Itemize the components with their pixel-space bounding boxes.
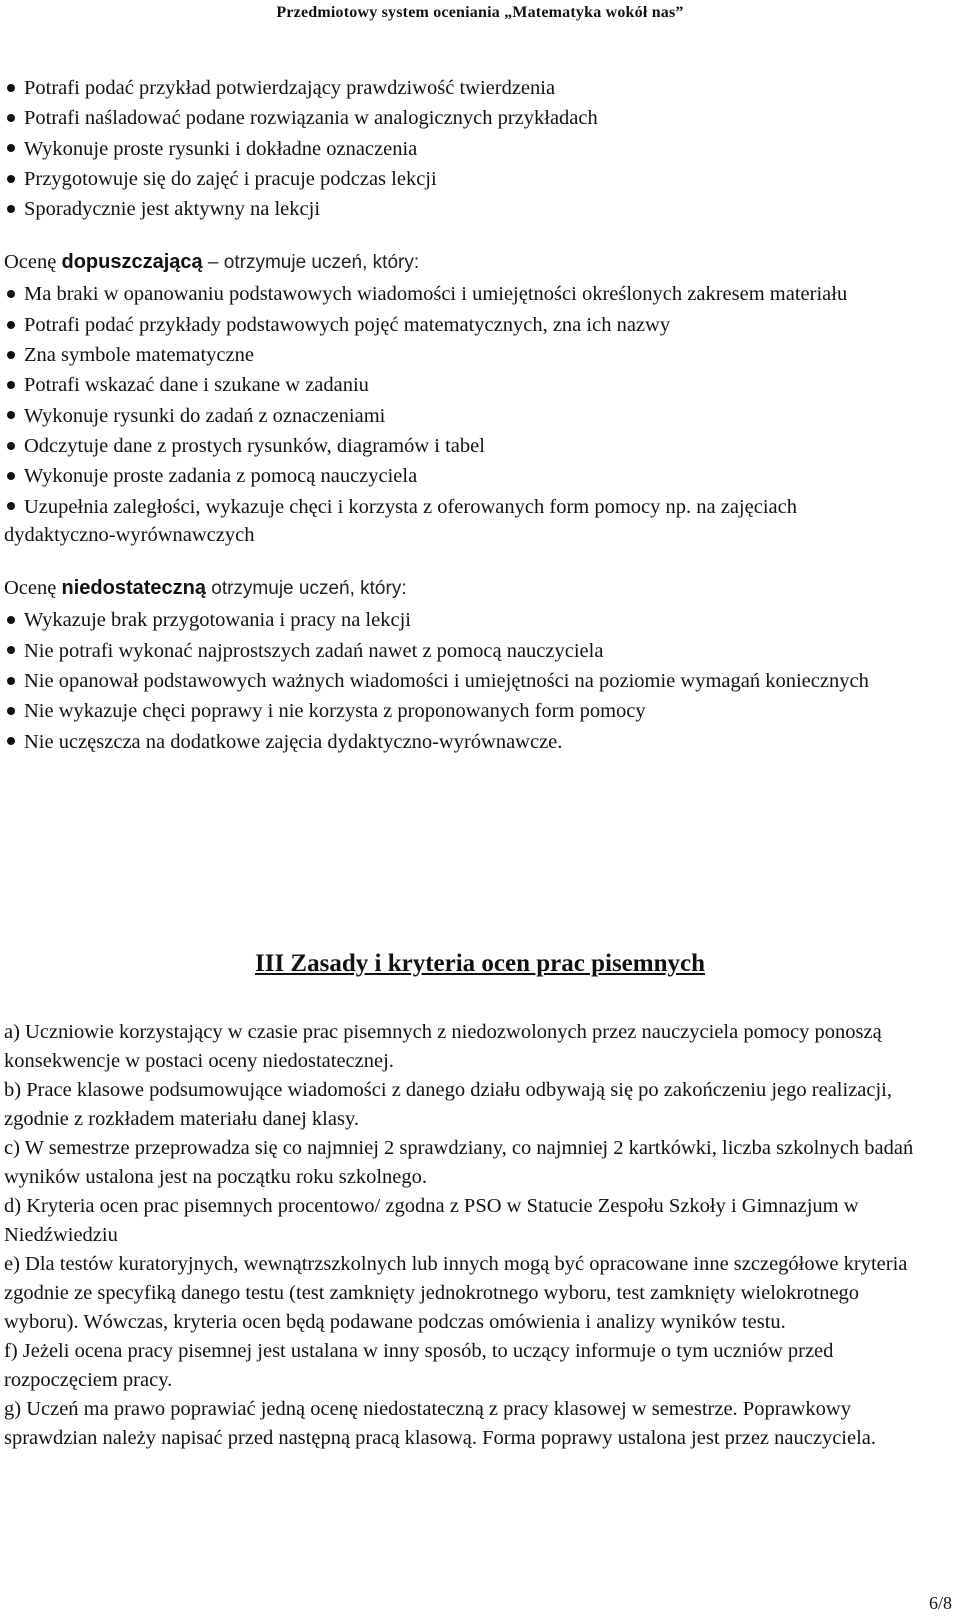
list-item: Uzupełnia zaległości, wykazuje chęci i korzysta z oferowanych form pomocy np. na zajęciach dydaktyczno-wyrównawczych xyxy=(4,495,797,547)
paragraph: f) Jeżeli ocena pracy pisemnej jest ustalana w inny sposób, to uczący informuje o tym uczniów przed rozpoczęciem pracy. xyxy=(4,1340,834,1391)
bullet-icon xyxy=(7,381,15,389)
grade-heading-niedostateczna: Ocenę niedostateczną otrzymuje uczeń, który: xyxy=(4,577,407,600)
list-item: Przygotowuje się do zajęć i pracuje podczas lekcji xyxy=(4,165,904,194)
list-item: Wykonuje proste zadania z pomocą nauczyciela xyxy=(4,462,904,491)
list-item: Wykonuje proste rysunki i dokładne oznaczenia xyxy=(4,135,904,164)
bullet-icon xyxy=(7,175,15,183)
grade-name: dopuszczającą xyxy=(61,251,203,274)
bullet-icon xyxy=(7,737,15,745)
list-dopuszczajaca xyxy=(4,280,904,549)
grade-name: niedostateczną xyxy=(61,577,206,600)
bullet-icon xyxy=(7,351,15,359)
grading-criteria xyxy=(4,74,904,758)
bullet-icon xyxy=(7,411,15,419)
paragraph: e) Dla testów kuratoryjnych, wewnątrzszkolnych lub innych mogą być opracowane inne szczegółowe kryteria zgodnie ze specyfiką danego testu (test zamknięty jednokrotnego wyboru, test zamknięty wielokrotnego wyboru). Wówczas, kryteria ocen będą podawane podczas omówienia i analizy wyników testu. xyxy=(4,1253,908,1333)
paragraph: c) W semestrze przeprowadza się co najmniej 2 sprawdziany, co najmniej 2 kartkówki, liczba szkolnych badań wyników ustalona jest na początku roku szkolnego. xyxy=(4,1137,914,1188)
page-number: 6/8 xyxy=(928,1593,952,1613)
list-item: Ma braki w opanowaniu podstawowych wiadomości i umiejętności określonych zakresem materiału xyxy=(4,280,904,309)
bullet-icon xyxy=(7,472,15,480)
list-top xyxy=(4,74,904,224)
page-header: Przedmiotowy system oceniania „Matematyka wokół nas” xyxy=(276,4,684,21)
list-item: Wykazuje brak przygotowania i pracy na lekcji xyxy=(4,606,904,635)
list-item: Wykonuje rysunki do zadań z oznaczeniami xyxy=(4,402,904,431)
list-item: Zna symbole matematyczne xyxy=(4,341,904,370)
bullet-icon xyxy=(7,290,15,298)
bullet-icon xyxy=(7,646,15,654)
list-item: Odczytuje dane z prostych rysunków, diagramów i tabel xyxy=(4,432,904,461)
paragraph: a) Uczniowie korzystający w czasie prac pisemnych z niedozwolonych przez nauczyciela pomocy ponoszą konsekwencje w postaci oceny niedostatecznej. xyxy=(4,1021,882,1072)
list-niedostateczna xyxy=(4,606,904,756)
bullet-icon xyxy=(7,321,15,329)
list-item: Nie wykazuje chęci poprawy i nie korzysta z proponowanych form pomocy xyxy=(4,697,904,726)
list-item: Potrafi wskazać dane i szukane w zadaniu xyxy=(4,371,904,400)
grade-heading-dopuszczajaca: Ocenę dopuszczającą – otrzymuje uczeń, który: xyxy=(4,251,420,274)
bullet-icon xyxy=(7,616,15,624)
list-item: Sporadycznie jest aktywny na lekcji xyxy=(4,195,904,224)
bullet-icon xyxy=(7,84,15,92)
bullet-icon xyxy=(7,144,15,152)
list-item: Potrafi naśladować podane rozwiązania w analogicznych przykładach xyxy=(4,104,904,133)
bullet-icon xyxy=(7,677,15,685)
bullet-icon xyxy=(7,442,15,450)
list-item: Nie uczęszcza na dodatkowe zajęcia dydaktyczno-wyrównawcze. xyxy=(4,728,904,757)
paragraph: g) Uczeń ma prawo poprawiać jedną ocenę niedostateczną z pracy klasowej w semestrze. Poprawkowy sprawdzian należy napisać przed następną pracą klasową. Forma poprawy ustalona jest przez nauczyciela. xyxy=(4,1398,877,1449)
bullet-icon xyxy=(7,707,15,715)
list-item: Potrafi podać przykład potwierdzający prawdziwość twierdzenia xyxy=(4,74,904,103)
list-item: Nie opanował podstawowych ważnych wiadomości i umiejętności na poziomie wymagań koniecznych xyxy=(4,667,904,696)
bullet-icon xyxy=(7,205,15,213)
list-item: Nie potrafi wykonać najprostszych zadań nawet z pomocą nauczyciela xyxy=(4,637,904,666)
bullet-icon xyxy=(7,502,15,510)
bullet-icon xyxy=(7,114,15,122)
paragraph: d) Kryteria ocen prac pisemnych procentowo/ zgodna z PSO w Statucie Zespołu Szkoły i Gimnazjum w Niedźwiedziu xyxy=(4,1195,859,1246)
list-item: Potrafi podać przykłady podstawowych pojęć matematycznych, zna ich nazwy xyxy=(4,311,904,340)
section-title: III Zasady i kryteria ocen prac pisemnych xyxy=(255,950,705,977)
section-paragraphs xyxy=(4,1018,924,1453)
paragraph: b) Prace klasowe podsumowujące wiadomości z danego działu odbywają się po zakończeniu jego realizacji, zgodnie z rozkładem materiału danej klasy. xyxy=(4,1079,893,1130)
